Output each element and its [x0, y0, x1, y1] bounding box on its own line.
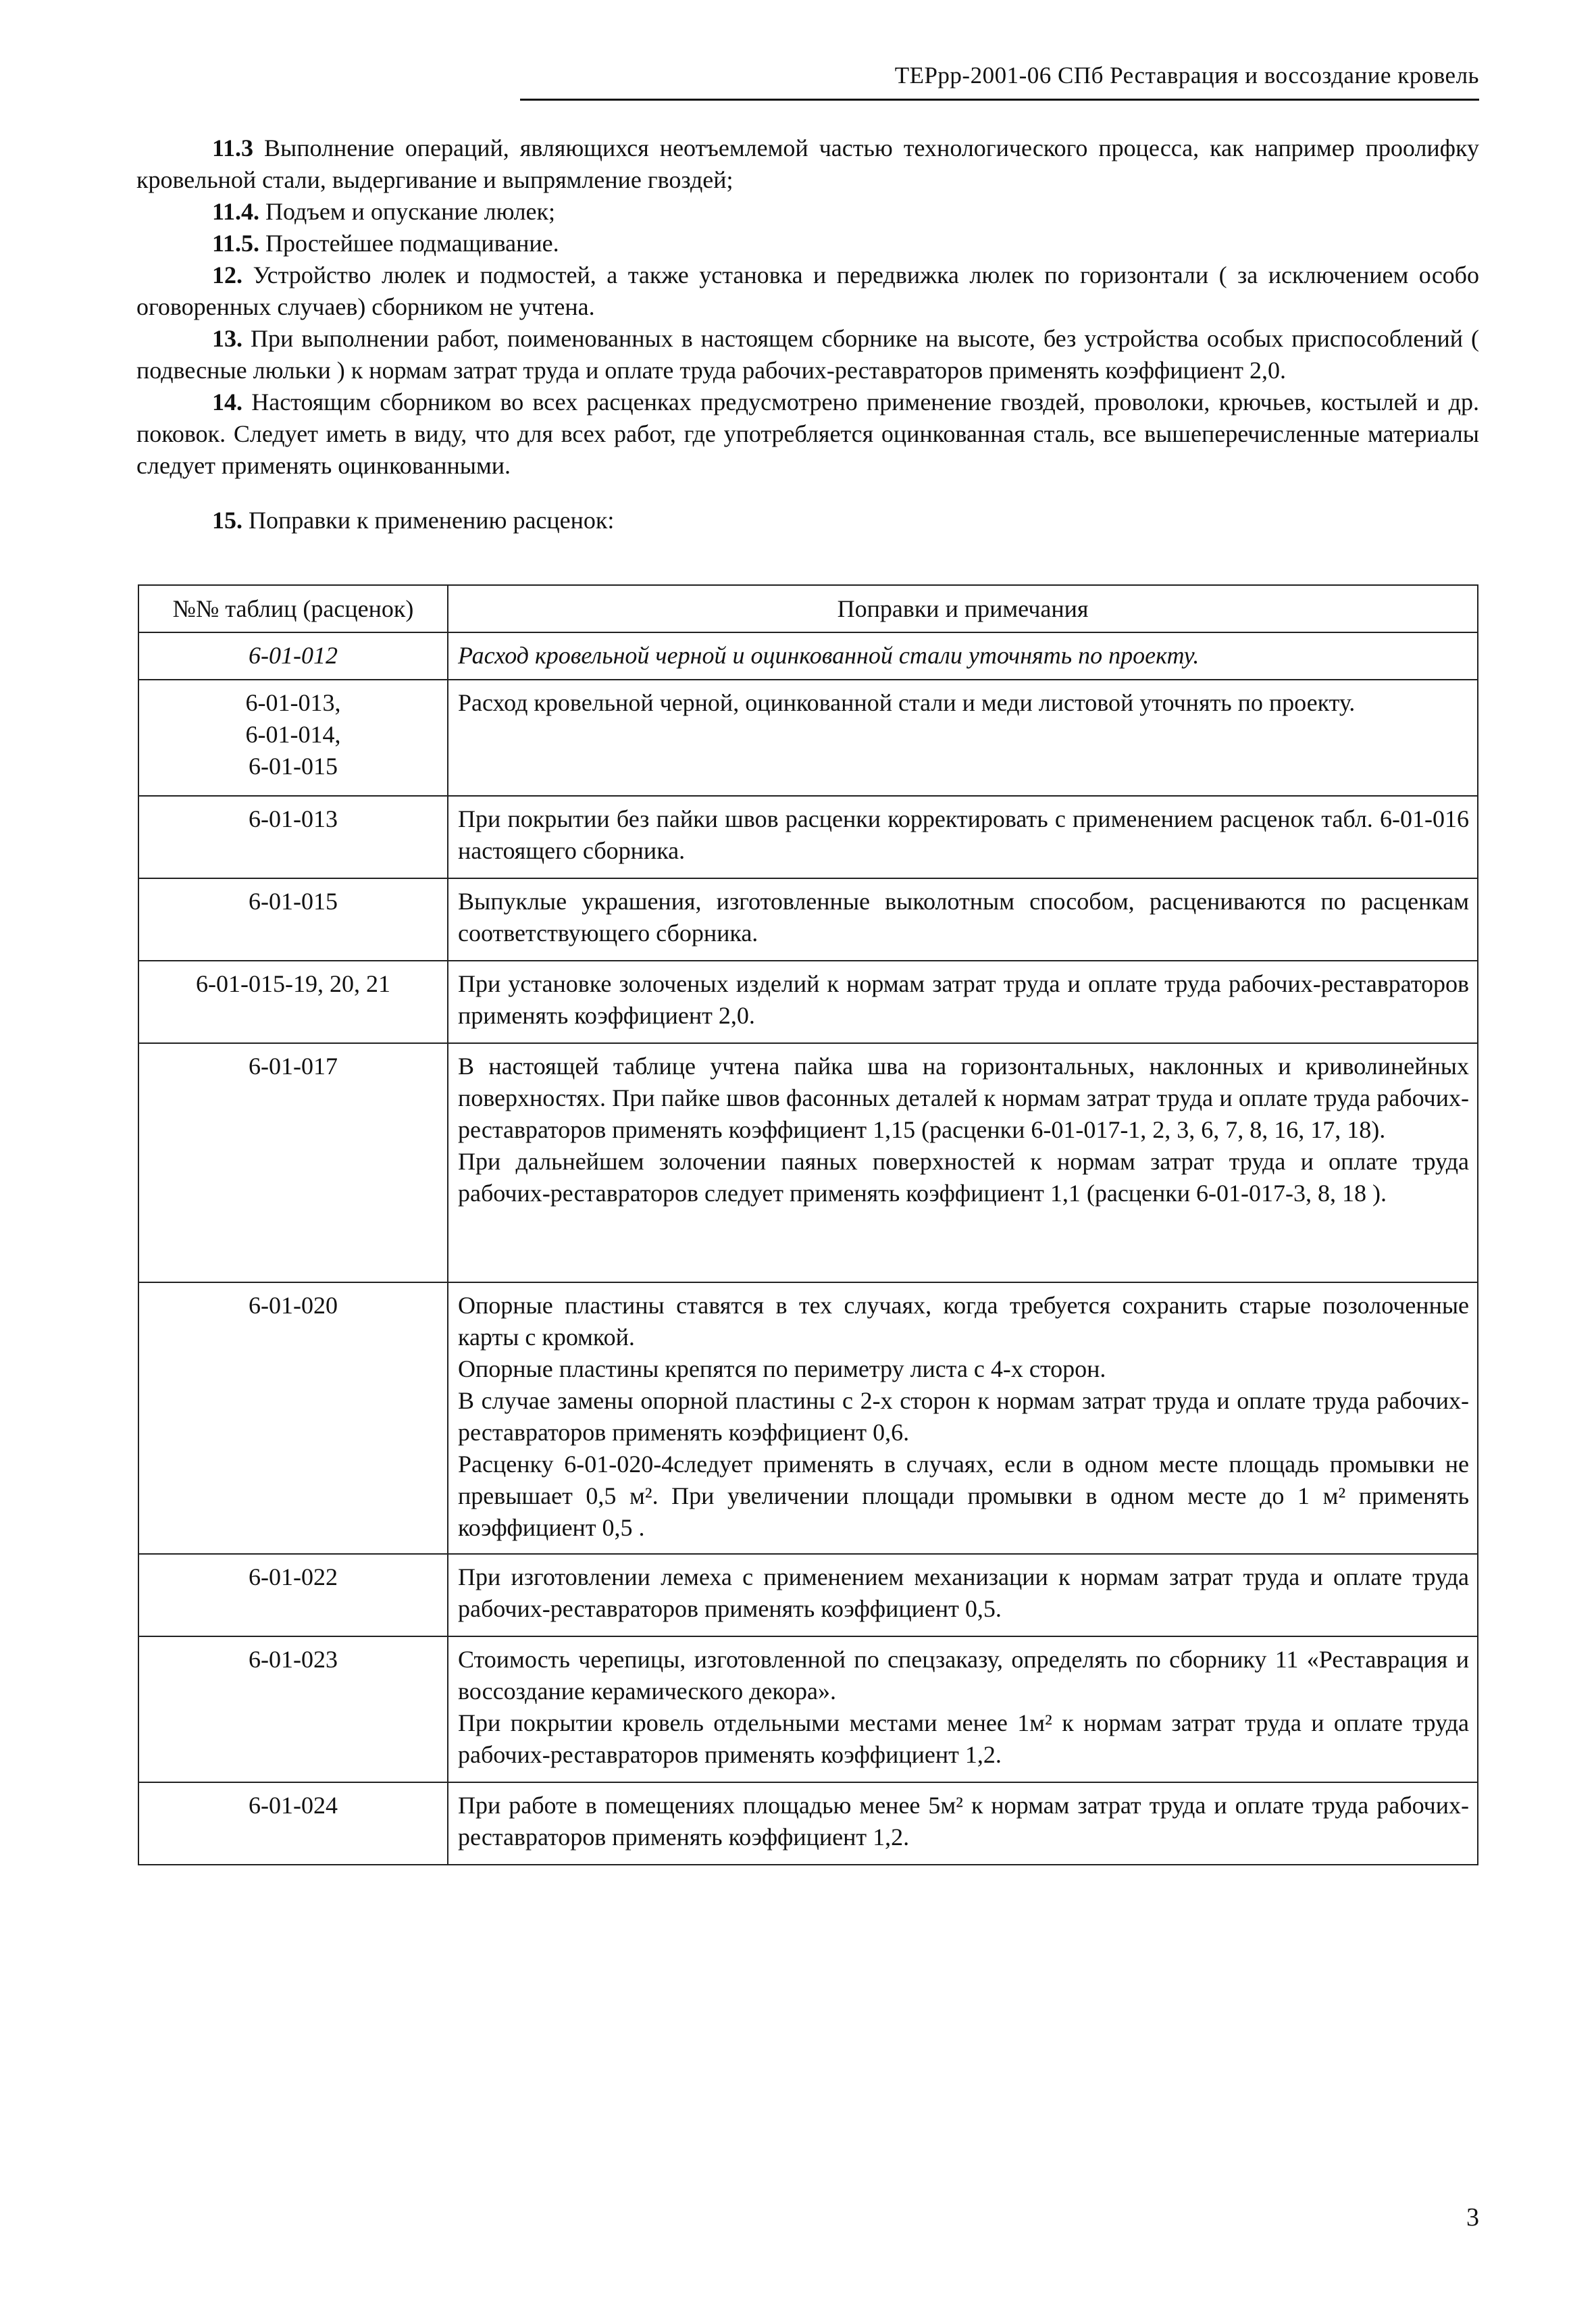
note-text: Расход кровельной черной, оцинкованной стали и меди листовой уточнять по проекту. — [458, 689, 1356, 716]
table-code-cell: 6-01-024 — [138, 1782, 448, 1865]
paragraph-text: Выполнение операций, являющихся неотъемлемой частью технологического процесса, как например проолифку кровельной стали, выдергивание и выпрямление гвоздей; — [136, 134, 1479, 193]
header-rule — [520, 99, 1479, 101]
table-row — [138, 1782, 1478, 1865]
running-header: ТЕРрр-2001-06 СПб Реставрация и воссоздание кровель — [894, 62, 1479, 89]
table-note-cell — [448, 796, 1478, 878]
item-number: 14. — [212, 388, 242, 416]
table-note-cell — [448, 1636, 1478, 1782]
table-row — [138, 1554, 1478, 1636]
table-note-cell — [448, 1554, 1478, 1636]
note-text: При установке золоченых изделий к нормам затрат труда и оплате труда рабочих-реставраторов применять коэффициент 2,0. — [458, 970, 1469, 1029]
table-note-cell — [448, 1782, 1478, 1865]
table-row — [138, 680, 1478, 796]
note-text: Стоимость черепицы, изготовленной по спецзаказу, определять по сборнику 11 «Реставрация и воссоздание керамического декора». — [458, 1646, 1469, 1705]
note-text: Расход кровельной черной и оцинкованной стали уточнять по проекту. — [458, 642, 1200, 669]
intro-text — [136, 132, 1479, 536]
paragraph-15 — [136, 505, 1479, 536]
table-row — [138, 878, 1478, 961]
table-note-cell — [448, 1043, 1478, 1282]
item-number: 11.3 — [212, 134, 254, 161]
table-note-cell — [448, 680, 1478, 796]
paragraph-text: Простейшее подмащивание. — [259, 230, 559, 257]
table-note-cell — [448, 632, 1478, 680]
table-code-cell: 6-01-015-19, 20, 21 — [138, 961, 448, 1043]
paragraph-12 — [136, 259, 1479, 323]
item-number: 11.5. — [212, 230, 260, 257]
table-code-cell: 6-01-013, 6-01-014, 6-01-015 — [138, 680, 448, 796]
table-code-cell: 6-01-013 — [138, 796, 448, 878]
table-code-cell: 6-01-022 — [138, 1554, 448, 1636]
table-row — [138, 961, 1478, 1043]
table-row — [138, 1636, 1478, 1782]
table-code-cell: 6-01-020 — [138, 1282, 448, 1554]
note-text: При изготовлении лемеха с применением механизации к нормам затрат труда и оплате труда рабочих-реставраторов применять коэффициент 0,5. — [458, 1563, 1469, 1622]
paragraph-13 — [136, 323, 1479, 386]
note-text: При работе в помещениях площадью менее 5м² к нормам затрат труда и оплате труда рабочих-реставраторов применять коэффициент 1,2. — [458, 1792, 1469, 1851]
table-code-cell: 6-01-023 — [138, 1636, 448, 1782]
note-text: Расценку 6-01-020-4следует применять в случаях, если в одном месте площадь промывки не превышает 0,5 м². При увеличении площади промывки в одном месте до 1 м² применять коэффициент 0,5 . — [458, 1451, 1469, 1541]
column-header-tables: №№ таблиц (расценок) — [138, 585, 448, 632]
paragraph-text: Настоящим сборником во всех расценках предусмотрено применение гвоздей, проволоки, крючьев, костылей и др. поковок. Следует иметь в виду, что для всех работ, где употребляется оцинкованная сталь, все вышеперечисленные материалы следует применять оцинкованными. — [136, 388, 1479, 479]
table-note-cell — [448, 878, 1478, 961]
table-code-cell: 6-01-012 — [138, 632, 448, 680]
paragraph-text: Подъем и опускание люлек; — [259, 198, 556, 225]
note-text: В случае замены опорной пластины с 2-х сторон к нормам затрат труда и оплате труда рабочих-реставраторов применять коэффициент 0,6. — [458, 1387, 1469, 1446]
note-text: При дальнейшем золочении паяных поверхностей к нормам затрат труда и оплате труда рабочих-реставраторов следует применять коэффициент 1,1 (расценки 6-01-017-3, 8, 18 ). — [458, 1148, 1469, 1207]
note-text: Выпуклые украшения, изготовленные выколотным способом, расцениваются по расценкам соответствующего сборника. — [458, 888, 1469, 947]
note-text: Опорные пластины ставятся в тех случаях, когда требуется сохранить старые позолоченные карты с кромкой. — [458, 1292, 1469, 1351]
note-text: При покрытии кровель отдельными местами менее 1м² к нормам затрат труда и оплате труда рабочих-реставраторов применять коэффициент 1,2. — [458, 1709, 1469, 1768]
table-row — [138, 632, 1478, 680]
table-note-cell — [448, 1282, 1478, 1554]
corrections-table — [138, 584, 1478, 1865]
item-number: 11.4. — [212, 198, 260, 225]
paragraph-text: Устройство люлек и подмостей, а также установка и передвижка люлек по горизонтали ( за исключением особо оговоренных случаев) сборником не учтена. — [136, 261, 1479, 320]
note-text: При покрытии без пайки швов расценки корректировать с применением расценок табл. 6-01-016 настоящего сборника. — [458, 805, 1469, 864]
paragraph-11-3 — [136, 132, 1479, 196]
column-header-notes: Поправки и примечания — [448, 585, 1478, 632]
table-code-cell: 6-01-017 — [138, 1043, 448, 1282]
table-code-cell: 6-01-015 — [138, 878, 448, 961]
table-row — [138, 1282, 1478, 1554]
item-number: 15. — [212, 507, 242, 534]
paragraph-text: При выполнении работ, поименованных в настоящем сборнике на высоте, без устройства особых приспособлений ( подвесные люльки ) к нормам затрат труда и оплате труда рабочих-реставраторов применять коэффициент 2,0. — [136, 325, 1479, 384]
table-note-cell — [448, 961, 1478, 1043]
note-text: Опорные пластины крепятся по периметру листа с 4-х сторон. — [458, 1355, 1106, 1382]
table-row — [138, 796, 1478, 878]
table-row — [138, 1043, 1478, 1282]
paragraph-11-4 — [136, 196, 1479, 228]
table-header-row — [138, 585, 1478, 632]
paragraph-14 — [136, 386, 1479, 482]
item-number: 13. — [212, 325, 242, 352]
note-text: В настоящей таблице учтена пайка шва на горизонтальных, наклонных и криволинейных поверхностях. При пайке швов фасонных деталей к нормам затрат труда и оплате труда рабочих-реставраторов применять коэффициент 1,15 (расценки 6-01-017-1, 2, 3, 6, 7, 8, 16, 17, 18). — [458, 1053, 1469, 1143]
paragraph-text: Поправки к применению расценок: — [242, 507, 615, 534]
page-number: 3 — [1466, 2203, 1479, 2232]
item-number: 12. — [212, 261, 242, 288]
paragraph-11-5 — [136, 228, 1479, 259]
